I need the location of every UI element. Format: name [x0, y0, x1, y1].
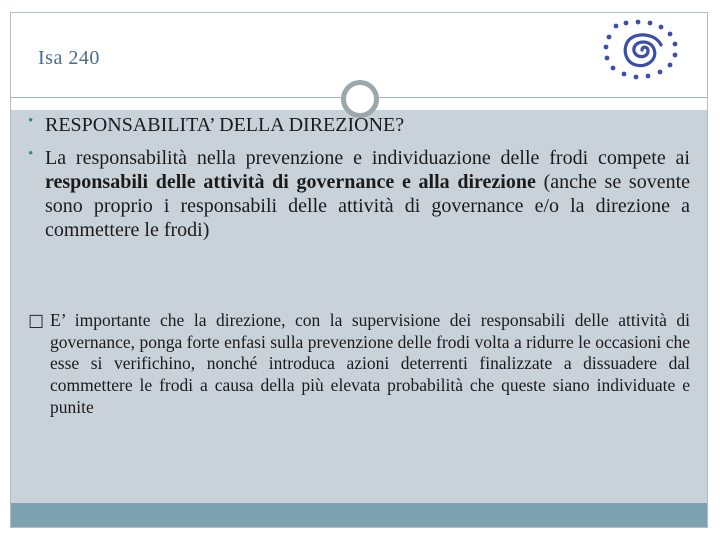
bullet-text-part: (anche se sovente sono proprio i responsabili delle attività di governance e/o la direzione a commettere le frodi) [45, 171, 691, 241]
bullet-text: E’ importante che la direzione, con la supervisione dei responsabili delle attività di governance, ponga forte enfasi sulla prevenzione delle frodi volta a ridurre le occasioni che esse si verifichino, nonché introduca azioni deterrenti finalizzate a dissuadere dal commettere le frodi a causa della più elevata probabilità che queste siano individuate e punite [50, 310, 690, 417]
bullet-text-part: La responsabilità nella prevenzione e individuazione delle frodi compete ai [45, 147, 690, 169]
bullet-dot: • [28, 146, 34, 162]
bullet-item [28, 113, 690, 137]
checkbox-bullet-icon: ☐ [28, 312, 45, 332]
bullet-text-bold: responsabili delle attività di governance e alla direzione [45, 171, 536, 193]
bullet-text: RESPONSABILITA’ DELLA DIREZIONE? [45, 114, 405, 136]
bullet-text [45, 146, 690, 242]
bullet-dot: • [28, 113, 34, 129]
spiral-dots-icon [598, 18, 684, 82]
bullet-item [28, 146, 690, 242]
footer-bar [11, 503, 707, 527]
slide-title: Isa 240 [38, 47, 100, 69]
bullet-item [28, 310, 690, 419]
